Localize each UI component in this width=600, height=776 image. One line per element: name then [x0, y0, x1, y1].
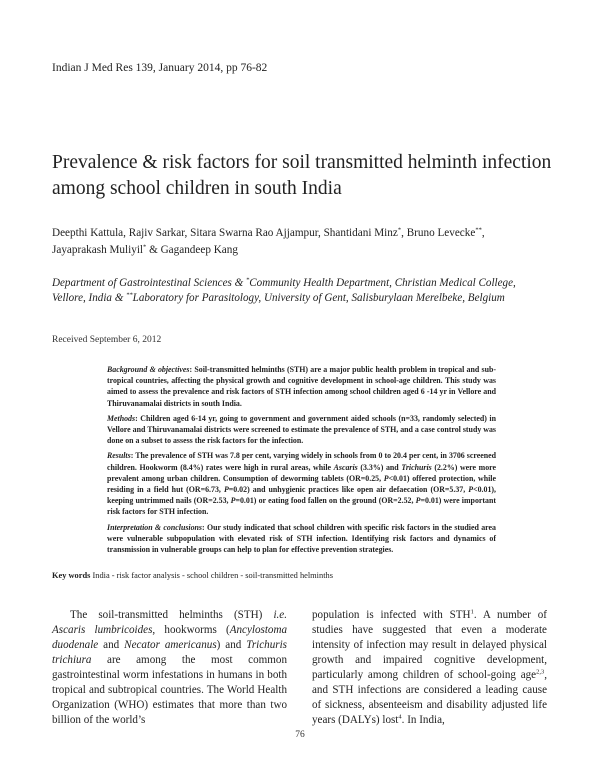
section-text: : Children aged 6-14 yr, going to government and government aided schools (n=33, randomly selected) in Vellore and Thiruvanamalai districts were screened to estimate the prevalence of STH, and a case control study was done on a subset to assess the risk factors for the infection. [107, 413, 496, 446]
section-text: : Soil-transmitted helminths (STH) are a major public health problem in tropical and sub-tropical countries, affecting the physical growth and cognitive development in school-age children. This study was aimed to assess the prevalence and risk factors of STH infection among school children aged 6 -14 yr in Vellore and Thiruvanamalai districts in south India. [107, 365, 496, 408]
body-text: and [98, 639, 125, 651]
page-number: 76 [295, 730, 305, 740]
species-name: Ancylostoma duodenale [52, 624, 288, 651]
body-text: , and STH infections are considered a leading cause of sickness, absenteeism and disability adjusted life years (DALYs) lost [312, 669, 547, 726]
body-text: . A number of studies have suggested that even a moderate intensity of infection may result in delayed physical growth and impaired cognitive development, particularly among children of school-going age [312, 609, 547, 681]
author-text: Deepthi Kattula, Rajiv Sarkar, Sitara Swarna Rao Ajjampur, Shantidani Minz [52, 227, 398, 239]
affiliation-text: Department of Gastrointestinal Sciences & [52, 277, 247, 289]
section-text: <0.01), keeping untrimmed nails (OR=2.53, [107, 485, 497, 506]
species-name: Trichuris [401, 462, 432, 472]
keywords-heading: Key words [52, 571, 91, 580]
citation-ref: 2,3 [536, 668, 545, 676]
affiliation-text: Laboratory for Parasitology, University of Gent, Salisburylaan Merelbeke, Belgium [132, 292, 505, 304]
p-symbol: P [230, 496, 236, 506]
species-name: Ascaris [333, 462, 358, 472]
body-text: population is infected with STH [312, 609, 471, 621]
abstract [107, 364, 496, 559]
body-text: are among the most common gastrointestinal worm infestations in humans in both tropical and subtropical countries. The World Health Organization (WHO) estimates that more than two billion of the world’s [52, 654, 287, 726]
affiliation-mark: ** [126, 291, 133, 299]
section-heading: Interpretation & conclusions [107, 522, 202, 532]
affiliation [52, 276, 552, 306]
section-heading: Background & objectives [107, 365, 190, 374]
section-text: : Our study indicated that school children with specific risk factors in the studied area were vulnerable subpopulation with elevated risk of STH infection. Identifying risk factors and dynamics of transmission in vulnerable groups can help to plan for effective prevention strategies. [107, 522, 496, 555]
author-list [52, 225, 552, 259]
author-mark: ** [475, 226, 482, 234]
body-text: The soil-transmitted helminths (STH) [70, 609, 274, 621]
body-italic: i.e. [273, 609, 287, 621]
author-mark: * [143, 243, 147, 251]
keywords-text: India - risk factor analysis - school children - soil-transmitted helminths [90, 571, 333, 580]
p-symbol: P [415, 496, 421, 506]
author-mark: * [397, 226, 402, 234]
citation-ref: 1 [470, 608, 474, 616]
body-text: , hookworms ( [152, 624, 230, 636]
species-name: Ascaris lumbricoides [52, 624, 153, 636]
p-symbol: P [223, 485, 229, 495]
article-title: Prevalence & risk factors for soil transmitted helminth infection among school children in south India [52, 152, 552, 199]
body-column-left [52, 608, 287, 728]
author-text: & Gagandeep Kang [146, 244, 238, 256]
abstract-interpretation [107, 522, 496, 556]
section-text: =0.01) were important risk factors for STH infection. [107, 496, 496, 517]
section-text: <0.01) offered protection, while residing in a field hut (OR=6.73, [107, 473, 496, 495]
abstract-results [107, 450, 496, 517]
section-heading: Results [107, 451, 131, 461]
abstract-methods [107, 413, 496, 447]
abstract-background [107, 364, 496, 409]
author-text: , Bruno Levecke [401, 227, 476, 239]
affiliation-text: Community Health Department, Christian Medical College, Vellore, India & [52, 277, 516, 304]
author-text: Jayaprakash Muliyil [52, 244, 144, 256]
section-text: : The prevalence of STH was 7.8 per cent, varying widely in schools from 0 to 20.4 per cent, in 3706 screened children. Hookworm (8.4%) rates were high in rural areas, while [107, 451, 496, 472]
section-text: =0.02) and unhygienic practices like open air defaecation (OR=5.37, [228, 485, 469, 495]
species-name: Trichuris trichiura [52, 639, 287, 666]
body-column-right [312, 608, 547, 728]
citation-ref: 4 [398, 713, 402, 721]
section-heading: Methods [107, 413, 136, 423]
author-text: , [481, 227, 485, 239]
affiliation-mark: * [246, 276, 250, 284]
p-symbol: P [383, 473, 389, 483]
section-text: =0.01) or eating food fallen on the ground (OR=2.52, [235, 496, 416, 506]
body-text: . In India, [401, 714, 445, 726]
journal-citation: Indian J Med Res 139, January 2014, pp 76-82 [52, 62, 268, 74]
species-name: Necator americanus [124, 639, 217, 651]
section-text: (3.3%) and [357, 462, 402, 472]
p-symbol: P [468, 485, 474, 495]
received-date: Received September 6, 2012 [52, 335, 162, 345]
keywords [52, 571, 333, 580]
body-text: ) and [216, 639, 247, 651]
section-text: (2.2%) were more prevalent among urban children. Consumption of deworming tablets (OR=0.25, [107, 462, 496, 483]
